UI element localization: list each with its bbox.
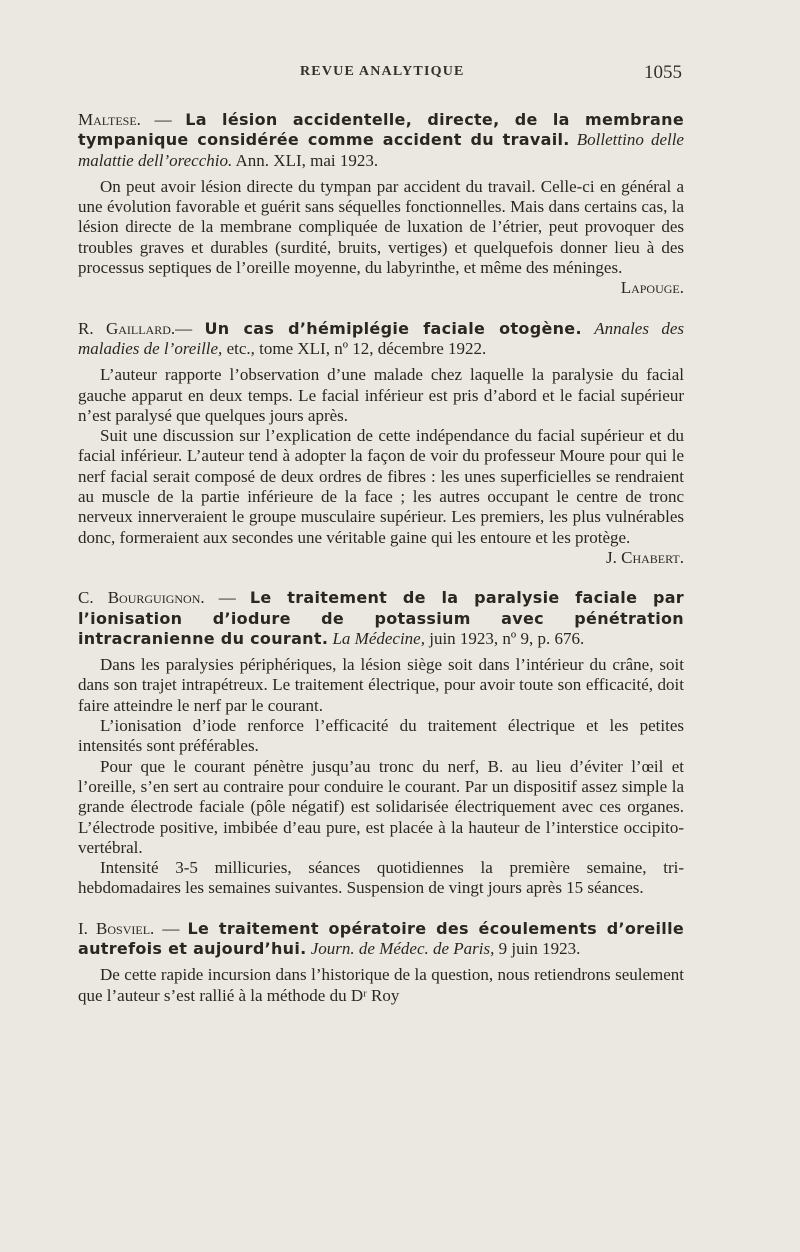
entry-citation: etc., tome XLI, nº 12, décembre 1922. [222, 338, 487, 358]
entry-journal: La Médecine, [332, 628, 425, 648]
entry-title: Le traitement de la paralysie faciale par l’ionisation d’iodure de potassium avec pénétration intracranienne du courant. [78, 588, 684, 648]
review-entry [78, 110, 684, 299]
entry-dash: — [154, 918, 188, 938]
entry-paragraph: L’auteur rapporte l’observation d’une malade chez laquelle la paralysie du facial gauche apparut en deux temps. Le facial inférieur est pris d’abord et le facial supérieur n’est paralysé que quelques jours après. [78, 365, 684, 425]
entry-citation: 9 juin 1923. [494, 938, 581, 958]
entry-paragraph: L’ionisation d’iode renforce l’efficacité du traitement électrique et les petites intensités sont préférables. [78, 716, 684, 756]
review-entry [78, 919, 684, 1006]
entry-journal: Annales des maladies de l’oreille, [78, 318, 684, 358]
review-entry [78, 588, 684, 898]
entry-title: Un cas d’hémiplégie faciale otogène. [204, 318, 582, 338]
entry-reference [78, 588, 684, 649]
entry-title: Le traitement opératoire des écoulements d’oreille autrefois et aujourd’hui. [78, 918, 685, 958]
entry-author: I. Bosviel. [78, 918, 155, 938]
entry-author: Maltese. [78, 110, 141, 129]
paragraph-text: On peut avoir lésion directe du tympan par accident du travail. Celle-ci en général a une évolution favorable et guérit sans séquelles fonctionnelles. Mais dans certains cas, la lésion directe de la membrane compliquée de luxation de l’étrier, peut provoquer des troubles graves et durables (surdité, bruits, vertiges) et quelquefois donner lieu à des processus septiques de l’oreille moyenne, du labyrinthe, et même des méninges. [78, 176, 684, 278]
entry-journal: Journ. de Médec. de Paris, [310, 938, 495, 958]
entry-dash: — [175, 318, 205, 338]
entry-citation: Ann. XLI, mai 1923. [232, 150, 379, 170]
entry-reference [78, 919, 684, 960]
running-title: REVUE ANALYTIQUE [300, 64, 465, 79]
entry-dash: — [204, 588, 250, 608]
entry-title: La lésion accidentelle, directe, de la membrane tympanique considérée comme accident du travail. [78, 110, 684, 150]
entry-author: C. Bourguignon. [78, 588, 205, 608]
entry-journal: Bollettino delle malattie dell’orecchio. [78, 130, 684, 170]
entry-reference [78, 110, 684, 171]
entry-paragraph: Pour que le courant pénètre jusqu’au tronc du nerf, B. au lieu d’éviter l’œil et l’oreille, s’en sert au contraire pour conduire le courant. Par un dispositif assez simple la grande électrode faciale (pôle négatif) est solidarisée électriquement avec ces organes. L’électrode positive, imbibée d’eau pure, est placée à la hauteur de l’interstice occipito-vertébral. [78, 756, 684, 857]
page-header [0, 62, 800, 88]
entry-paragraph: Intensité 3-5 millicuries, séances quotidiennes la première semaine, tri-hebdomadaires les semaines suivantes. Suspension de vingt jours après 15 séances. [78, 858, 684, 898]
entry-citation: juin 1923, nº 9, p. 676. [424, 628, 585, 648]
entry-author: R. Gaillard. [78, 318, 176, 338]
entry-paragraph: De cette rapide incursion dans l’historique de la question, nous retiendrons seulement que l’auteur s’est rallié à la méthode du Dʳ Roy [78, 965, 684, 1005]
review-entry [78, 319, 684, 569]
page-number: 1055 [644, 62, 682, 83]
paragraph-text: Suit une discussion sur l’explication de cette indépendance du facial supérieur et du facial inférieur. L’auteur tend à adopter la façon de voir du professeur Moure pour qui le nerf facial serait composé de deux ordres de fibres : les unes superficielles se rendraient au muscle de la partie inférieure de la face ; les autres occupant le centre de tronc nerveux innerveraient le groupe musculaire supérieur. Les premiers, les plus vulnérables donc, formeraient aux secondes une véritable gaine qui les entoure et les protège. [78, 426, 684, 547]
entry-signature: Lapouge. [620, 278, 684, 298]
entry-dash: — [140, 110, 186, 129]
entry-paragraph [78, 426, 684, 567]
entry-signature: J. Chabert. [606, 547, 684, 567]
entry-reference [78, 319, 684, 360]
entry-paragraph: Dans les paralysies périphériques, la lésion siège soit dans l’intérieur du crâne, soit dans son trajet intrapétreux. Le traitement électrique, pour avoir toute son efficacité, doit faire atteindre le nerf par le courant. [78, 655, 684, 715]
page-body [78, 110, 684, 1026]
entry-paragraph [78, 176, 684, 298]
